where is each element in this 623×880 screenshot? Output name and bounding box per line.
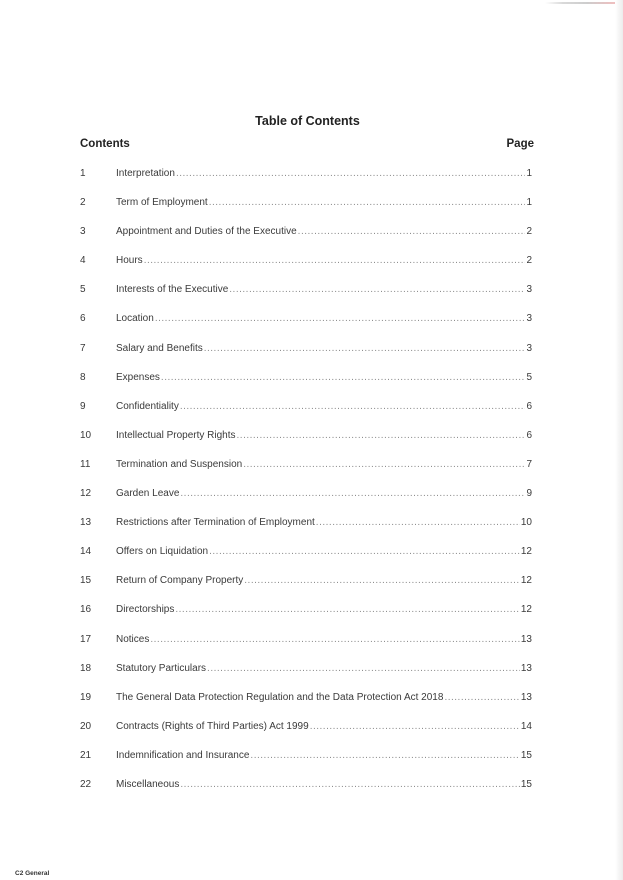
toc-number: 13 [80,517,92,529]
toc-title: Return of Company Property [116,575,244,587]
toc-row[interactable] [80,429,532,458]
toc-entry [116,429,532,443]
toc-number: 6 [80,313,86,325]
toc-page-number: 6 [526,429,532,441]
toc-page-number: 6 [526,400,532,412]
toc-row[interactable] [80,371,532,400]
toc-number: 12 [80,488,92,500]
toc-entry [116,574,532,588]
toc-title: Directorships [116,604,175,616]
toc-number: 22 [80,778,92,790]
dot-leader [209,196,526,210]
toc-entry [116,691,532,705]
dot-leader [298,225,526,239]
toc-title: Statutory Particulars [116,662,207,674]
toc-row[interactable] [80,254,532,283]
dot-leader [229,283,525,297]
toc-entry [116,720,532,734]
toc-page-number: 1 [526,197,532,209]
toc-title: Salary and Benefits [116,342,203,354]
toc-page-number: 3 [526,313,532,325]
toc-page-number: 2 [526,255,532,267]
dot-leader [180,400,526,414]
dot-leader [310,720,520,734]
toc-entry [116,167,532,181]
contents-column-label: Contents [80,138,130,150]
toc-title: Term of Employment [116,197,208,209]
toc-title: Hours [116,255,143,267]
toc-number: 2 [80,197,86,209]
toc-number: 21 [80,749,92,761]
toc-list [80,167,532,807]
toc-title: Contracts (Rights of Third Parties) Act 1999 [116,720,309,732]
classification-label: C2 General [15,870,50,877]
toc-entry [116,633,532,647]
dot-leader [175,603,520,617]
toc-number: 5 [80,284,86,296]
toc-entry [116,516,532,530]
toc-title: Termination and Suspension [116,458,243,470]
toc-row[interactable] [80,633,532,662]
toc-number: 14 [80,546,92,558]
toc-title: Interpretation [116,168,175,179]
toc-entry [116,778,532,792]
toc-title: Location [116,313,154,325]
toc-page-number: 13 [520,691,532,703]
toc-page-number: 13 [520,662,532,674]
toc-row[interactable] [80,196,532,225]
toc-row[interactable] [80,400,532,429]
toc-number: 19 [80,691,92,703]
dot-leader [204,342,526,356]
toc-title: The General Data Protection Regulation and the Data Protection Act 2018 [116,691,444,703]
toc-row[interactable] [80,458,532,487]
toc-row[interactable] [80,720,532,749]
toc-row[interactable] [80,778,532,807]
toc-page-number: 13 [520,633,532,645]
toc-row[interactable] [80,225,532,254]
toc-number: 7 [80,342,86,354]
toc-row[interactable] [80,487,532,516]
toc-entry [116,603,532,617]
toc-number: 15 [80,575,92,587]
page-column-label: Page [506,138,534,150]
toc-entry [116,662,532,676]
toc-entry [116,545,532,559]
toc-entry [116,487,532,501]
toc-page-number: 2 [526,226,532,238]
toc-title: Confidentiality [116,400,179,412]
toc-page-number: 14 [520,720,532,732]
toc-title: Garden Leave [116,488,180,500]
toc-row[interactable] [80,574,532,603]
toc-page-number: 12 [520,604,532,616]
toc-title: Intellectual Property Rights [116,429,236,441]
toc-page-number: 1 [526,168,532,179]
toc-page-number: 15 [520,778,532,790]
toc-row[interactable] [80,312,532,341]
toc-row[interactable] [80,691,532,720]
toc-page-number: 12 [520,575,532,587]
page-title: Table of Contents [255,114,360,128]
toc-number: 8 [80,371,86,383]
page-edge [615,0,623,880]
dot-leader [244,574,520,588]
dot-leader [180,778,520,792]
dot-leader [316,516,520,530]
toc-row[interactable] [80,662,532,691]
toc-entry [116,371,532,385]
toc-page-number: 9 [526,488,532,500]
dot-leader [144,254,526,268]
toc-entry [116,400,532,414]
dot-leader [250,749,519,763]
toc-title: Expenses [116,371,160,383]
toc-entry [116,196,532,210]
toc-page-number: 3 [526,284,532,296]
dot-leader [207,662,520,676]
toc-title: Offers on Liquidation [116,546,209,558]
dot-leader [209,545,520,559]
toc-number: 3 [80,226,86,238]
toc-number: 11 [80,458,91,470]
toc-row[interactable] [80,516,532,545]
dot-leader [150,633,520,647]
contents-header [80,138,534,154]
toc-entry [116,749,532,763]
toc-page-number: 7 [526,458,532,470]
toc-title: Appointment and Duties of the Executive [116,226,297,238]
toc-page-number: 3 [526,342,532,354]
toc-row[interactable] [80,342,532,371]
dot-leader [155,312,526,326]
toc-number: 18 [80,662,92,674]
dot-leader [180,487,525,501]
toc-page-number: 12 [520,546,532,558]
toc-page-number: 15 [520,749,532,761]
toc-number: 10 [80,429,92,441]
toc-entry [116,254,532,268]
toc-number: 9 [80,400,86,412]
toc-entry [116,283,532,297]
toc-entry [116,342,532,356]
toc-title: Miscellaneous [116,778,180,790]
toc-page-number: 10 [520,517,532,529]
scan-artifact [545,2,615,4]
toc-page-number: 5 [526,371,532,383]
toc-number: 4 [80,255,86,267]
toc-number: 20 [80,720,92,732]
toc-row[interactable] [80,545,532,574]
toc-entry [116,225,532,239]
toc-number: 1 [80,168,86,179]
toc-row[interactable] [80,283,532,312]
toc-title: Interests of the Executive [116,284,229,296]
toc-row[interactable] [80,603,532,632]
toc-number: 17 [80,633,92,645]
dot-leader [161,371,526,385]
dot-leader [243,458,525,472]
toc-number: 16 [80,604,92,616]
toc-entry [116,312,532,326]
toc-title: Notices [116,633,150,645]
dot-leader [176,167,526,181]
toc-entry [116,458,532,472]
toc-row[interactable] [80,167,532,196]
dot-leader [444,691,519,705]
toc-title: Restrictions after Termination of Employment [116,517,315,529]
toc-row[interactable] [80,749,532,778]
toc-title: Indemnification and Insurance [116,749,250,761]
dot-leader [237,429,526,443]
